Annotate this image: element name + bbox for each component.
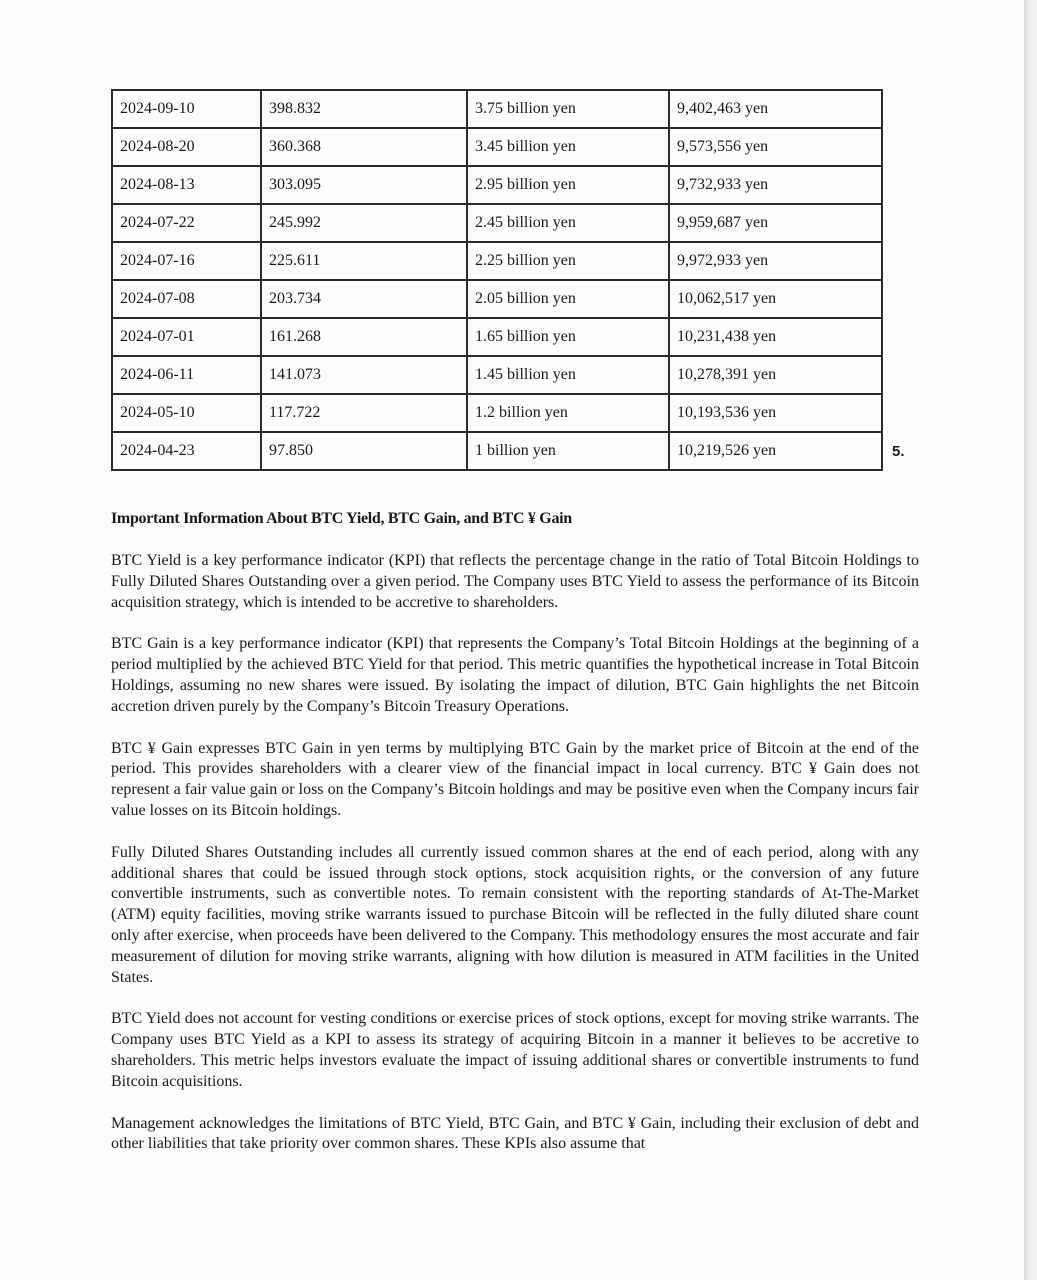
amount-cell: 2.25 billion yen bbox=[467, 242, 669, 280]
btc-holdings-cell: 225.611 bbox=[261, 242, 467, 280]
date-cell: 2024-07-08 bbox=[112, 280, 261, 318]
table-body bbox=[112, 90, 882, 470]
amount-cell: 2.05 billion yen bbox=[467, 280, 669, 318]
price-cell: 10,278,391 yen bbox=[669, 356, 882, 394]
table-row bbox=[112, 432, 882, 470]
paragraph-btc-yield: BTC Yield is a key performance indicator (KPI) that reflects the percentage change in the ratio of Total Bitcoin Holdings to Fully Diluted Shares Outstanding over a given period. The Company uses BTC Yield to assess the performance of its Bitcoin acquisition strategy, which is intended to be accretive to shareholders. bbox=[111, 552, 919, 611]
date-cell: 2024-07-22 bbox=[112, 204, 261, 242]
btc-holdings-cell: 117.722 bbox=[261, 394, 467, 432]
amount-cell: 1 billion yen bbox=[467, 432, 669, 470]
page-number: 5. bbox=[892, 443, 905, 460]
paragraph-btc-yield-limitations: BTC Yield does not account for vesting conditions or exercise prices of stock options, except for moving strike warrants. The Company uses BTC Yield as a KPI to assess its strategy of acquiring Bitcoin in a manner it believes to be accretive to shareholders. This metric helps investors evaluate the impact of issuing additional shares or convertible instruments to fund Bitcoin acquisitions. bbox=[111, 1010, 919, 1090]
price-cell: 9,402,463 yen bbox=[669, 90, 882, 128]
table-row bbox=[112, 166, 882, 204]
table-row bbox=[112, 90, 882, 128]
section-title: Important Information About BTC Yield, BTC Gain, and BTC ¥ Gain bbox=[111, 510, 572, 527]
paragraph-btc-gain: BTC Gain is a key performance indicator (KPI) that represents the Company’s Total Bitcoin Holdings at the beginning of a period multiplied by the achieved BTC Yield for that period. This metric quantifies the hypothetical increase in Total Bitcoin Holdings, assuming no new shares were issued. By isolating the impact of dilution, BTC Gain highlights the net Bitcoin accretion driven purely by the Company’s Bitcoin Treasury Operations. bbox=[111, 635, 919, 715]
btc-holdings-cell: 161.268 bbox=[261, 318, 467, 356]
price-cell: 9,972,933 yen bbox=[669, 242, 882, 280]
btc-holdings-cell: 203.734 bbox=[261, 280, 467, 318]
body-text bbox=[111, 551, 919, 1176]
btc-holdings-cell: 141.073 bbox=[261, 356, 467, 394]
page-edge-shadow bbox=[1024, 0, 1037, 1280]
date-cell: 2024-05-10 bbox=[112, 394, 261, 432]
btc-holdings-cell: 360.368 bbox=[261, 128, 467, 166]
paragraph-btc-yen-gain: BTC ¥ Gain expresses BTC Gain in yen terms by multiplying BTC Gain by the market price of Bitcoin at the end of the period. This provides shareholders with a clearer view of the financial impact in local currency. BTC ¥ Gain does not represent a fair value gain or loss on the Company’s Bitcoin holdings and may be positive even when the Company incurs fair value losses on its Bitcoin holdings. bbox=[111, 739, 919, 819]
date-cell: 2024-04-23 bbox=[112, 432, 261, 470]
date-cell: 2024-07-01 bbox=[112, 318, 261, 356]
amount-cell: 1.65 billion yen bbox=[467, 318, 669, 356]
date-cell: 2024-08-20 bbox=[112, 128, 261, 166]
amount-cell: 2.45 billion yen bbox=[467, 204, 669, 242]
btc-holdings-cell: 303.095 bbox=[261, 166, 467, 204]
amount-cell: 3.75 billion yen bbox=[467, 90, 669, 128]
date-cell: 2024-09-10 bbox=[112, 90, 261, 128]
table-row bbox=[112, 128, 882, 166]
btc-holdings-cell: 97.850 bbox=[261, 432, 467, 470]
price-cell: 9,732,933 yen bbox=[669, 166, 882, 204]
btc-holdings-cell: 398.832 bbox=[261, 90, 467, 128]
btc-holdings-cell: 245.992 bbox=[261, 204, 467, 242]
amount-cell: 1.45 billion yen bbox=[467, 356, 669, 394]
table-row bbox=[112, 394, 882, 432]
price-cell: 9,959,687 yen bbox=[669, 204, 882, 242]
price-cell: 10,219,526 yen bbox=[669, 432, 882, 470]
table-row bbox=[112, 242, 882, 280]
table-row bbox=[112, 280, 882, 318]
table-row bbox=[112, 356, 882, 394]
date-cell: 2024-08-13 bbox=[112, 166, 261, 204]
price-cell: 10,231,438 yen bbox=[669, 318, 882, 356]
amount-cell: 3.45 billion yen bbox=[467, 128, 669, 166]
paragraph-fully-diluted-shares: Fully Diluted Shares Outstanding includes all currently issued common shares at the end of each period, along with any additional shares that could be issued through stock options, stock acquisition rights, or the conversion of any future convertible instruments, such as convertible notes. To remain consistent with the reporting standards of At-The-Market (ATM) equity facilities, moving strike warrants issued to purchase Bitcoin will be reflected in the fully diluted share count only after exercise, when proceeds have been delivered to the Company. This methodology ensures the most accurate and fair measurement of dilution for moving strike warrants, aligning with how dilution is measured in ATM facilities in the United States. bbox=[111, 843, 919, 986]
amount-cell: 1.2 billion yen bbox=[467, 394, 669, 432]
table-row bbox=[112, 318, 882, 356]
table-row bbox=[112, 204, 882, 242]
date-cell: 2024-07-16 bbox=[112, 242, 261, 280]
bitcoin-holdings-table bbox=[111, 89, 883, 471]
price-cell: 9,573,556 yen bbox=[669, 128, 882, 166]
date-cell: 2024-06-11 bbox=[112, 356, 261, 394]
amount-cell: 2.95 billion yen bbox=[467, 166, 669, 204]
price-cell: 10,193,536 yen bbox=[669, 394, 882, 432]
price-cell: 10,062,517 yen bbox=[669, 280, 882, 318]
paragraph-management-acknowledgement: Management acknowledges the limitations of BTC Yield, BTC Gain, and BTC ¥ Gain, including their exclusion of debt and other liabilities that take priority over common shares. These KPIs also assume that bbox=[111, 1114, 919, 1153]
